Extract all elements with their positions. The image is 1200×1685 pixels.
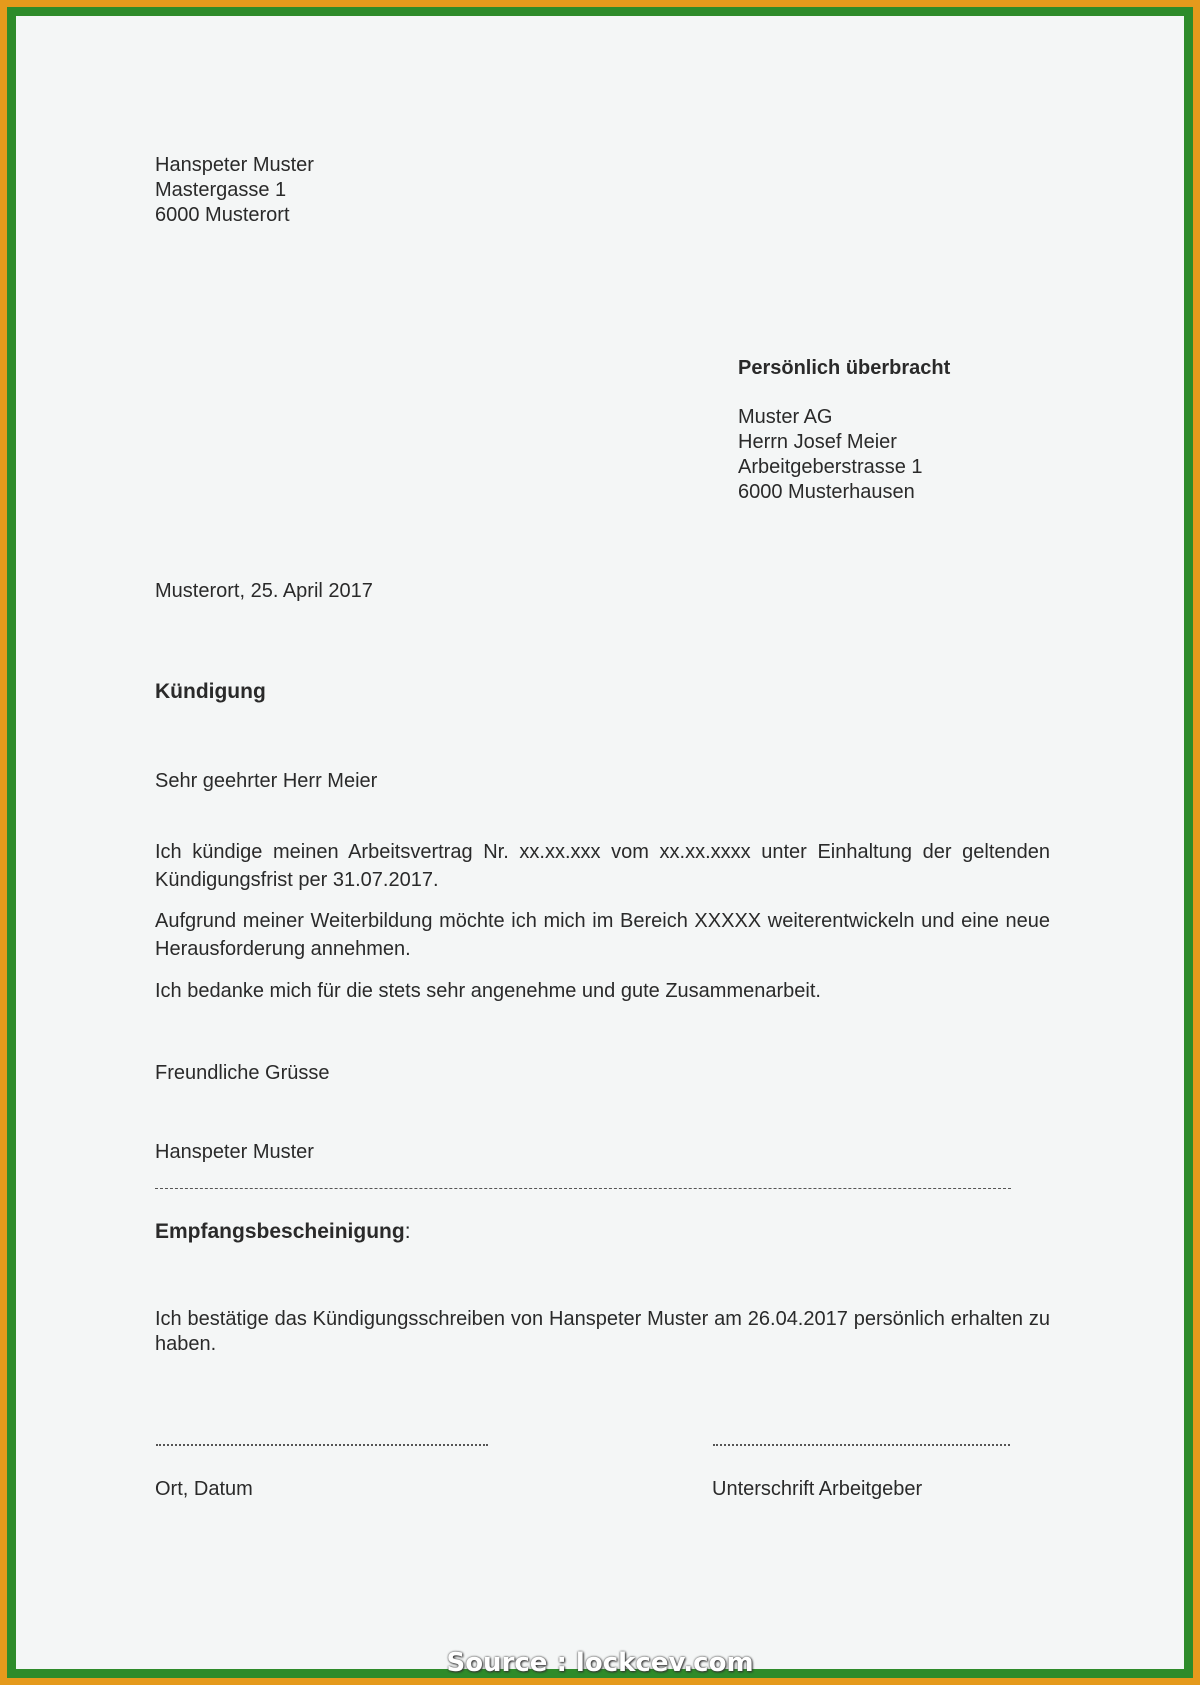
signature-dotted-line: [713, 1444, 1010, 1446]
place-date-label: Ort, Datum: [155, 1478, 253, 1500]
recipient-company: Muster AG: [738, 406, 833, 428]
separator-line: [155, 1188, 1011, 1189]
recipient-person: Herrn Josef Meier: [738, 431, 897, 453]
letter-page: [16, 16, 1184, 1669]
salutation: Sehr geehrter Herr Meier: [155, 770, 378, 792]
body-paragraph-3: Ich bedanke mich für die stets sehr angenehme und gute Zusammenarbeit.: [155, 980, 821, 1002]
place-date: Musterort, 25. April 2017: [155, 580, 373, 602]
recipient-city: 6000 Musterhausen: [738, 481, 915, 503]
signature-name: Hanspeter Muster: [155, 1141, 314, 1163]
sender-name: Hanspeter Muster: [155, 154, 314, 176]
body-paragraph-2: Aufgrund meiner Weiterbildung möchte ich mich im Bereich XXXXX weiterentwickeln und eine neue Herausforderung annehmen.: [155, 910, 1050, 960]
receipt-heading-line: [155, 1219, 411, 1244]
signature-label: Unterschrift Arbeitgeber: [712, 1478, 923, 1500]
subject-heading: Kündigung: [155, 680, 266, 703]
closing: Freundliche Grüsse: [155, 1062, 330, 1084]
delivery-note: Persönlich überbracht: [738, 357, 951, 379]
receipt-heading-colon: :: [404, 1220, 411, 1243]
sender-city: 6000 Musterort: [155, 204, 290, 226]
receipt-heading: Empfangsbescheinigung: [155, 1220, 405, 1243]
sender-street: Mastergasse 1: [155, 179, 287, 201]
receipt-text: Ich bestätige das Kündigungsschreiben von Hanspeter Muster am 26.04.2017 persönlich erhalten zu haben.: [155, 1308, 1050, 1355]
body-paragraph-1: Ich kündige meinen Arbeitsvertrag Nr. xx.xx.xxx vom xx.xx.xxxx unter Einhaltung der geltenden Kündigungsfrist per 31.07.2017.: [155, 841, 1050, 891]
place-date-dotted-line: [156, 1444, 488, 1446]
source-watermark: Source : lockcev.com: [446, 1648, 754, 1678]
recipient-street: Arbeitgeberstrasse 1: [738, 456, 923, 478]
